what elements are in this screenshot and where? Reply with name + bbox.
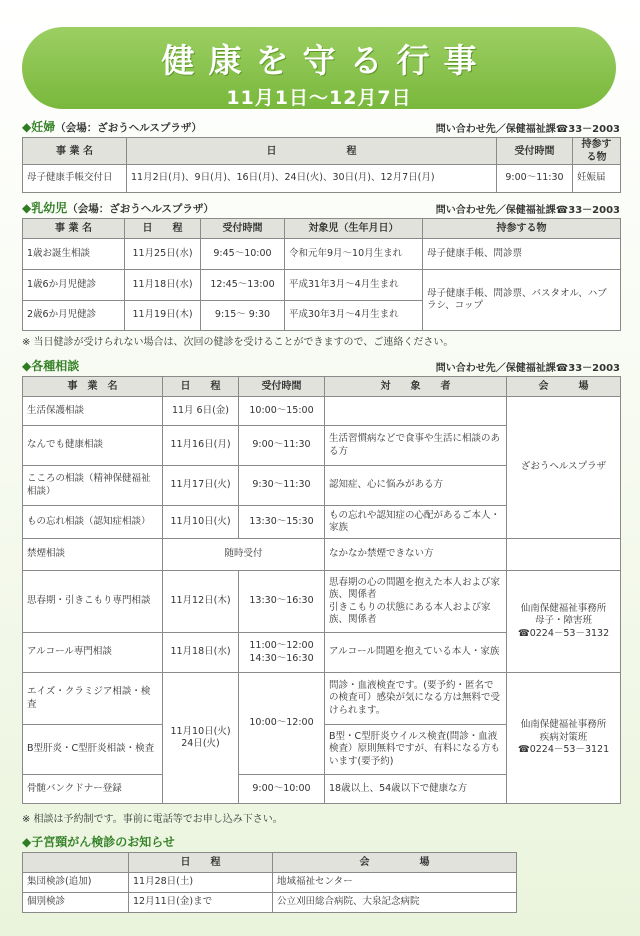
pregnant-section-title: ◆妊婦（会場：ざおうヘルスプラザ） — [22, 120, 202, 134]
pregnant-section-header — [22, 119, 620, 135]
table-row: 2歳6か月児健診 11月19日(木) 9:15～ 9:30 平成30年3月～4月生まれ — [23, 301, 621, 331]
infant-note: ※ 当日健診が受けられない場合は、次回の健診を受けることができますので、ご連絡ください。 — [22, 337, 454, 348]
table-header: 持参する物 — [573, 138, 621, 165]
venue-cell: 仙南保健福祉事務所 母子・障害班 ☎0224－53－3132 — [507, 571, 621, 673]
table-row: 母子健康手帳交付日 11月2日(月)、9日(月)、16日(月)、24日(火)、30日(月)、12月7日(月) 9:00～11:30 妊娠届 — [23, 165, 621, 193]
table-header: 受付時間 — [497, 138, 573, 165]
table-header: 持参する物 — [423, 219, 621, 239]
infant-table — [22, 218, 621, 331]
table-header: 事 業 名 — [23, 138, 127, 165]
table-header: 日 程 — [129, 853, 273, 873]
table-header: 会 場 — [273, 853, 517, 873]
cervical-section-header — [22, 834, 620, 850]
consult-contact: 問い合わせ先／保健福祉課☎33－2003 — [435, 363, 620, 374]
table-header: 事 業 名 — [23, 219, 125, 239]
table-header: 日 程 — [127, 138, 497, 165]
page-title: 健康を守る行事 — [161, 41, 491, 80]
infant-section-title: ◆乳幼児（会場：ざおうヘルスプラザ） — [22, 201, 214, 215]
consult-note: ※ 相談は予約制です。事前に電話等でお申し込み下さい。 — [22, 814, 283, 825]
table-row: 思春期・引きこもり専門相談 11月12日(木) 13:30～16:30 思春期の心の問題を抱えた本人および家族、関係者 引きこもりの状態にある本人および家族、関係者 仙南保健福祉事務所 母子・障害班 ☎0224－53－3132 — [23, 571, 621, 633]
infant-section-header — [22, 200, 620, 216]
page-period: 11月1日～12月7日 — [226, 87, 412, 109]
table-row: 生活保護相談 11月 6日(金) 10:00～15:00 ざおうヘルスプラザ — [23, 397, 621, 426]
consult-section-header — [22, 358, 620, 374]
table-row: エイズ・クラミジア相談・検査 11月10日(火) 24日(火) 10:00～12:00 問診・血液検査です。(要予約・匿名での検査可）感染が気になる方は無料で受けられます。 仙南保健福祉事務所 疾病対策班 ☎0224－53－3121 — [23, 673, 621, 725]
table-row: もの忘れ相談（認知症相談） 11月10日(火) 13:30～15:30 もの忘れや認知症の心配があるご本人・家族 — [23, 506, 621, 539]
table-row: 集団検診(追加) 11月28日(土) 地域福祉センター — [23, 873, 517, 893]
table-row: なんでも健康相談 11月16日(月) 9:00～11:30 生活習慣病などで食事や生活に相談のある方 — [23, 426, 621, 466]
venue-cell: 仙南保健福祉事務所 疾病対策班 ☎0224－53－3121 — [507, 673, 621, 804]
consult-section-title: ◆各種相談 — [22, 359, 80, 373]
table-header: 対 象 者 — [325, 377, 507, 397]
table-row: 禁煙相談 随時受付 なかなか禁煙できない方 — [23, 539, 621, 571]
table-header: 対象児（生年月日） — [285, 219, 423, 239]
cervical-section-title: ◆子宮頸がん検診のお知らせ — [22, 835, 175, 849]
table-header: 事 業 名 — [23, 377, 163, 397]
venue-cell: ざおうヘルスプラザ — [507, 397, 621, 539]
consult-table — [22, 376, 621, 804]
table-row: こころの相談（精神保健福祉相談） 11月17日(火) 9:30～11:30 認知症、心に悩みがある方 — [23, 466, 621, 506]
pregnant-contact: 問い合わせ先／保健福祉課☎33－2003 — [435, 124, 620, 135]
page-banner — [22, 27, 616, 109]
table-header: 受付時間 — [201, 219, 285, 239]
table-header: 会 場 — [507, 377, 621, 397]
table-row: 1歳お誕生相談 11月25日(水) 9:45～10:00 令和元年9月～10月生まれ 母子健康手帳、問診票 — [23, 239, 621, 270]
table-header: 日 程 — [163, 377, 239, 397]
table-row: 骨髄バンクドナー登録 9:00～10:00 18歳以上、54歳以下で健康な方 — [23, 775, 621, 804]
table-header: 日 程 — [125, 219, 201, 239]
infant-contact: 問い合わせ先／保健福祉課☎33－2003 — [435, 205, 620, 216]
table-row: 1歳6か月児健診 11月18日(水) 12:45～13:00 平成31年3月～4月生まれ 母子健康手帳、問診票、バスタオル、ハブラシ、コップ — [23, 270, 621, 301]
table-row: 個別検診 12月11日(金)まで 公立刈田総合病院、大泉記念病院 — [23, 893, 517, 913]
table-header — [23, 853, 129, 873]
table-header: 受付時間 — [239, 377, 325, 397]
cervical-table — [22, 852, 517, 913]
pregnant-table — [22, 137, 621, 193]
table-row: B型肝炎・C型肝炎相談・検査 B型・C型肝炎ウイルス検査(問診・血液検査）原則無料ですが、有料になる方もいます(要予約) — [23, 725, 621, 775]
table-row: アルコール専門相談 11月18日(水) 11:00～12:00 14:30～16:30 アルコール問題を抱えている本人・家族 — [23, 633, 621, 673]
